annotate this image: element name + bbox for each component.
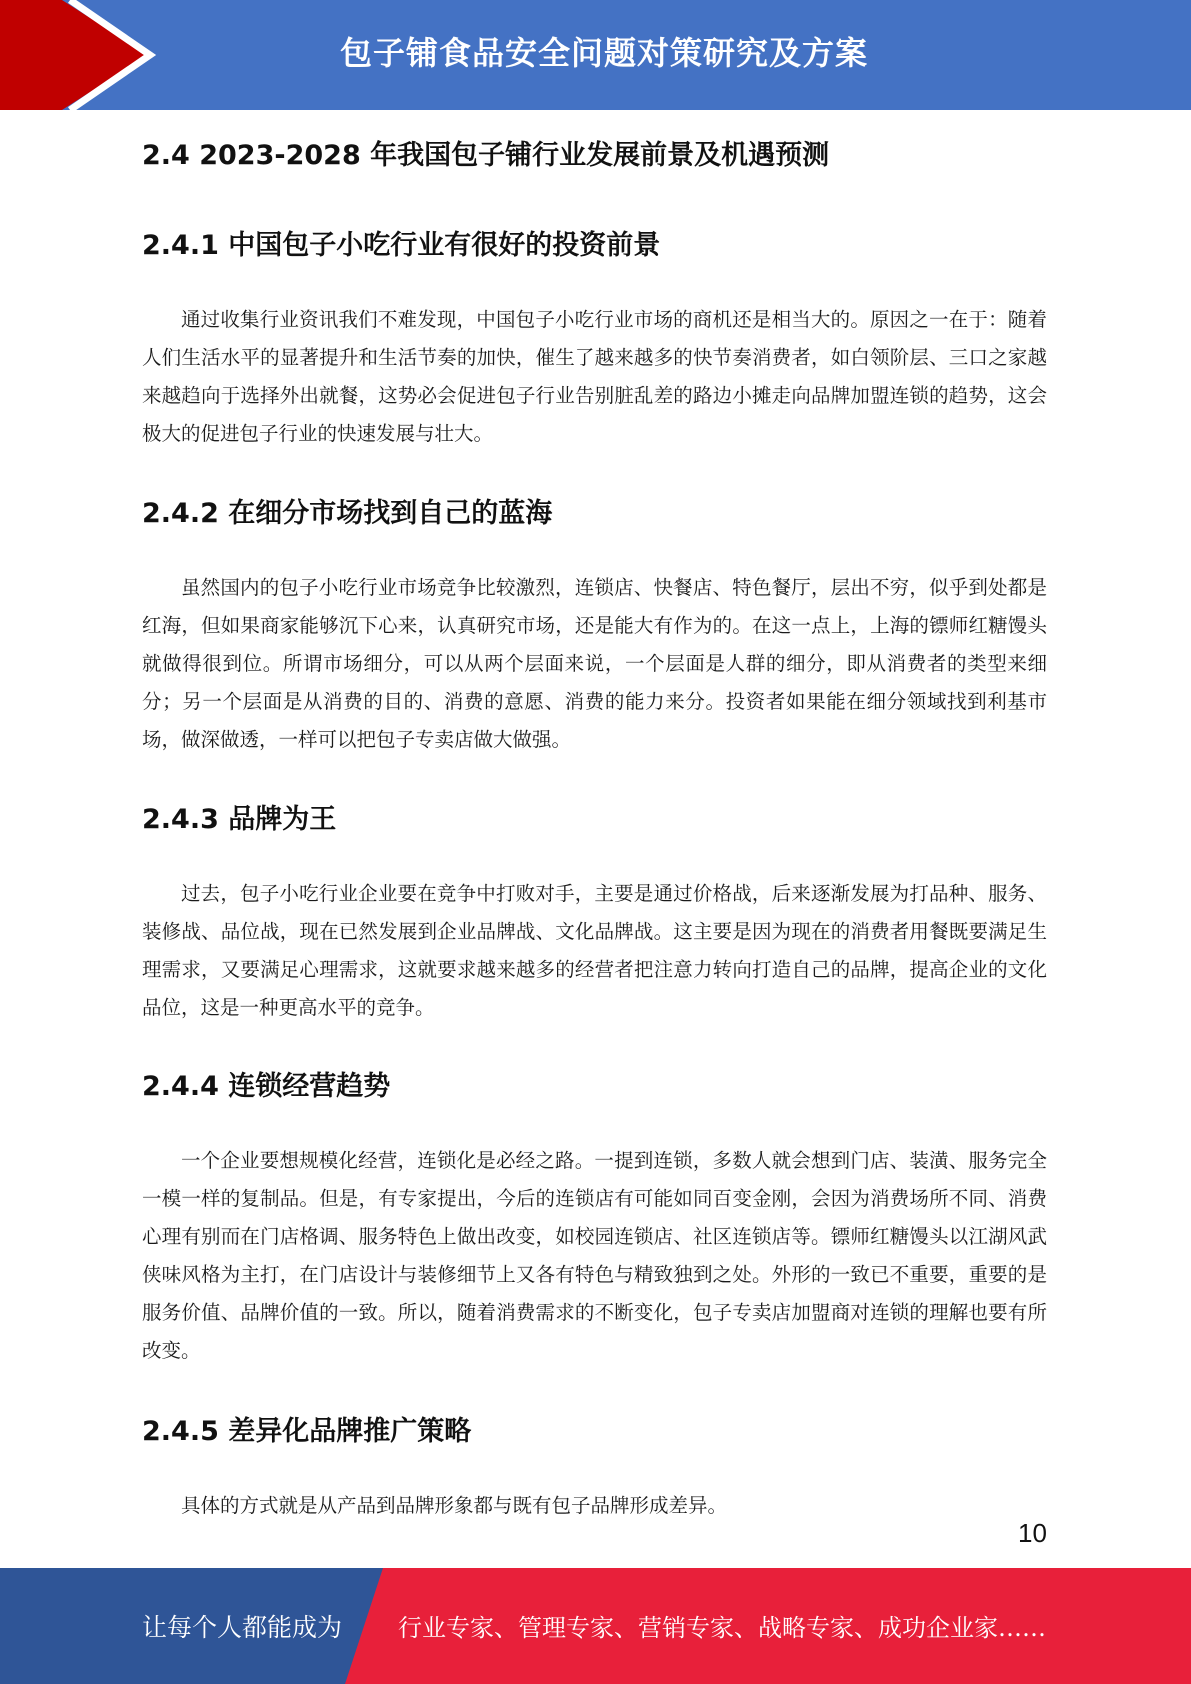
footer-slogan-right: 行业专家、管理专家、营销专家、战略专家、成功企业家……	[398, 1614, 1046, 1642]
section-heading-2-4: 2.4 2023-2028 年我国包子铺行业发展前景及机遇预测	[142, 140, 830, 171]
section-paragraph-2-4-3: 过去，包子小吃行业企业要在竞争中打败对手，主要是通过价格战，后来逐渐发展为打品种、服务、装修战、品位战，现在已然发展到企业品牌战、文化品牌战。这主要是因为现在的消费者用餐既要满足生理需求，又要满足心理需求，这就要求越来越多的经营者把注意力转向打造自己的品牌，提高企业的文化品位，这是一种更高水平的竞争。	[142, 882, 1047, 1019]
document-title: 包子铺食品安全问题对策研究及方案	[340, 34, 869, 72]
section-heading-2-4-5: 2.4.5 差异化品牌推广策略	[142, 1416, 472, 1447]
section-heading-2-4-4: 2.4.4 连锁经营趋势	[142, 1071, 391, 1102]
section-paragraph-2-4-2: 虽然国内的包子小吃行业市场竞争比较激烈，连锁店、快餐店、特色餐厅，层出不穷，似乎到处都是红海，但如果商家能够沉下心来，认真研究市场，还是能大有作为的。在这一点上，上海的镖师红糖馒头就做得很到位。所谓市场细分，可以从两个层面来说，一个层面是人群的细分，即从消费者的类型来细分；另一个层面是从消费的目的、消费的意愿、消费的能力来分。投资者如果能在细分领域找到利基市场，做深做透，一样可以把包子专卖店做大做强。	[142, 576, 1047, 751]
section-heading-2-4-2: 2.4.2 在细分市场找到自己的蓝海	[142, 498, 553, 529]
section-paragraph-2-4-4: 一个企业要想规模化经营，连锁化是必经之路。一提到连锁，多数人就会想到门店、装潢、服务完全一模一样的复制品。但是，有专家提出，今后的连锁店有可能如同百变金刚，会因为消费场所不同、消费心理有别而在门店格调、服务特色上做出改变，如校园连锁店、社区连锁店等。镖师红糖馒头以江湖风武侠味风格为主打，在门店设计与装修细节上又各有特色与精致独到之处。外形的一致已不重要，重要的是服务价值、品牌价值的一致。所以，随着消费需求的不断变化，包子专卖店加盟商对连锁的理解也要有所改变。	[142, 1149, 1047, 1362]
footer-slogan-left: 让每个人都能成为	[142, 1613, 343, 1642]
page-number: 10	[1018, 1518, 1047, 1548]
section-heading-2-4-3: 2.4.3 品牌为王	[142, 804, 337, 835]
page-header	[0, 0, 1191, 110]
page-footer	[0, 1568, 1191, 1684]
section-heading-2-4-1: 2.4.1 中国包子小吃行业有很好的投资前景	[142, 230, 661, 261]
section-paragraph-2-4-1: 通过收集行业资讯我们不难发现，中国包子小吃行业市场的商机还是相当大的。原因之一在于：随着人们生活水平的显著提升和生活节奏的加快，催生了越来越多的快节奏消费者，如白领阶层、三口之家越来越趋向于选择外出就餐，这势必会促进包子行业告别脏乱差的路边小摊走向品牌加盟连锁的趋势，这会极大的促进包子行业的快速发展与壮大。	[142, 308, 1047, 445]
header-arrow-decoration	[0, 0, 160, 110]
section-paragraph-2-4-5: 具体的方式就是从产品到品牌形象都与既有包子品牌形成差异。	[181, 1494, 728, 1517]
